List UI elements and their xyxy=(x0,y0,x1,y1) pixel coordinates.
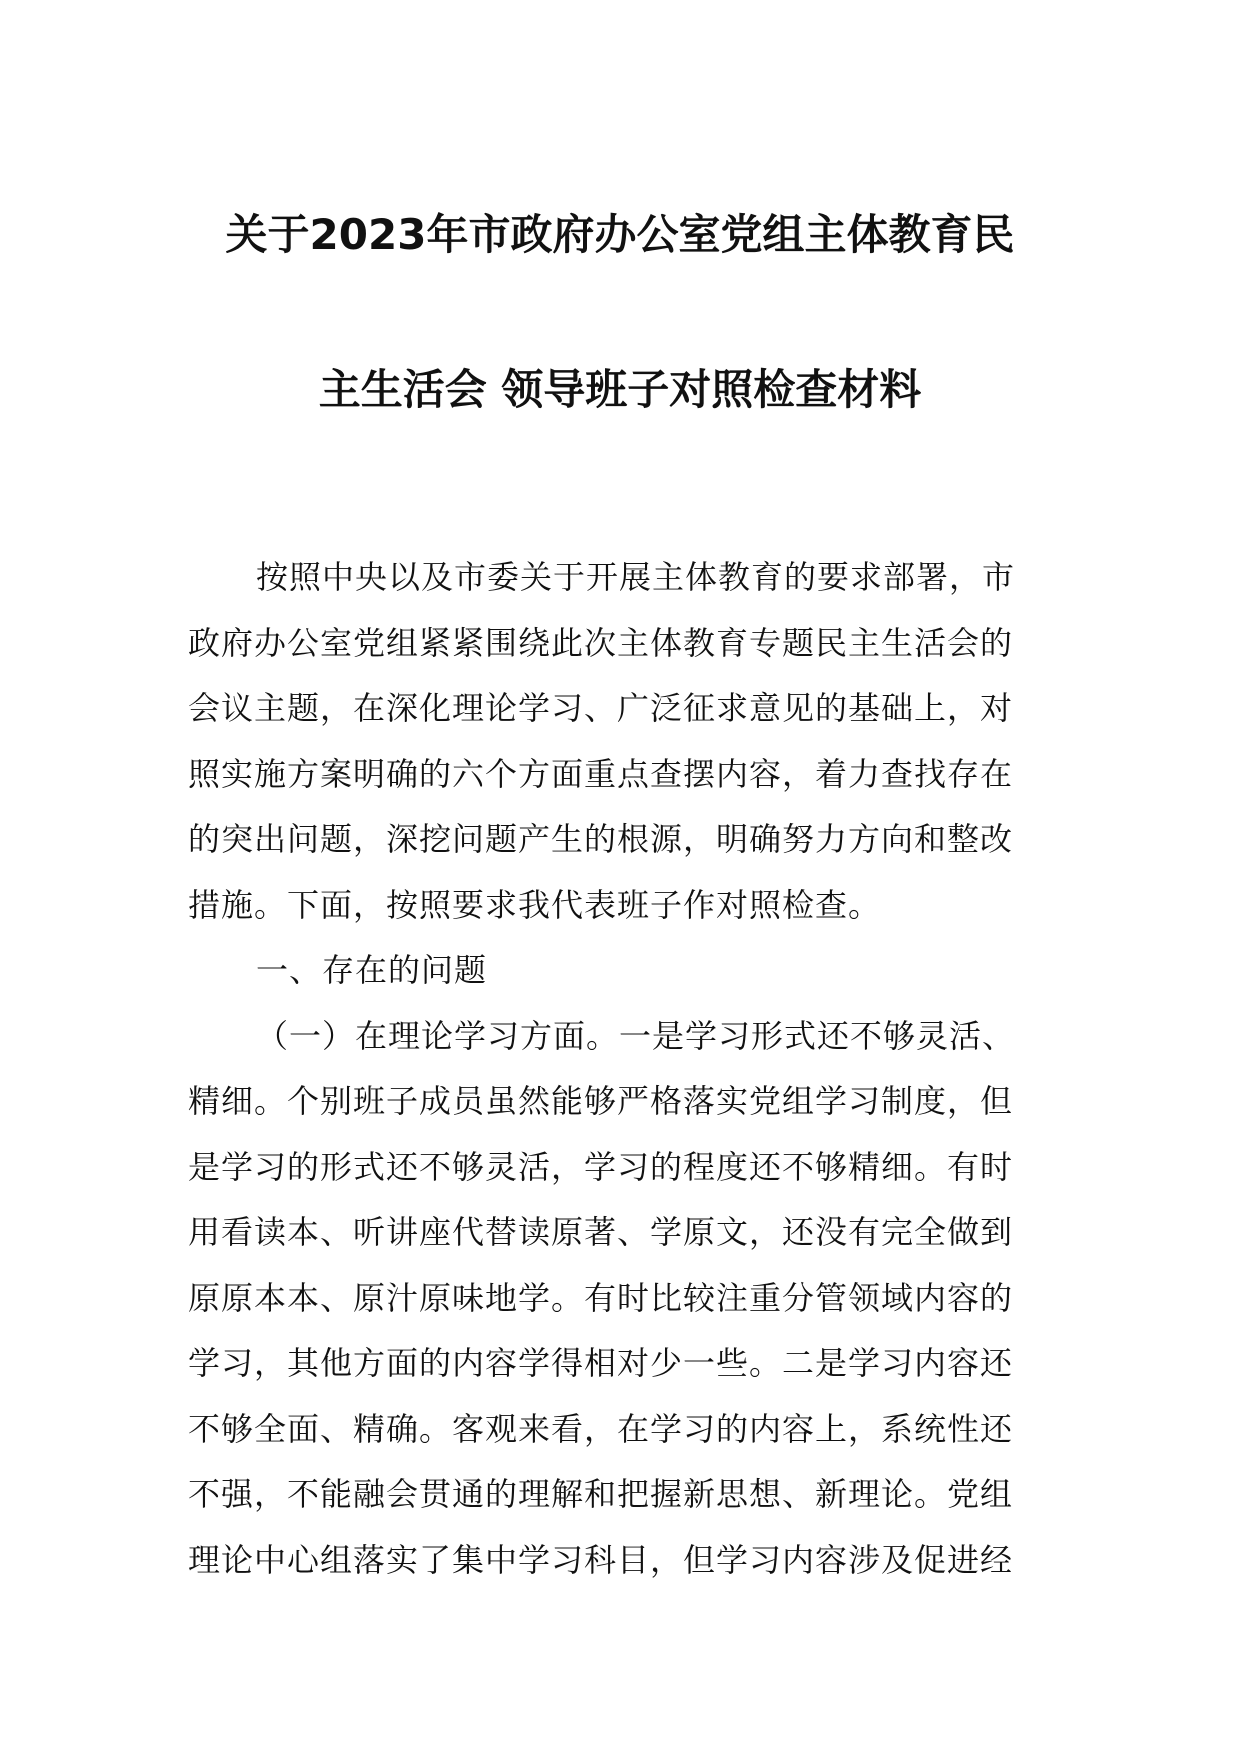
document-body xyxy=(188,545,1052,1593)
paragraph-theory-line: 不强，不能融会贯通的理解和把握新思想、新理论。党组 xyxy=(188,1475,1014,1513)
paragraph-intro-line: 会议主题，在深化理论学习、广泛征求意见的基础上，对 xyxy=(188,689,1014,727)
paragraph-intro-line: 措施。下面，按照要求我代表班子作对照检查。 xyxy=(188,885,882,924)
paragraph-theory-line: 是学习的形式还不够灵活，学习的程度还不够精细。有时 xyxy=(188,1147,1014,1186)
document-title-line-1: 关于2023年市政府办公室党组主体教育民 xyxy=(225,210,1015,259)
paragraph-theory-line: 精细。个别班子成员虽然能够严格落实党组学习制度，但 xyxy=(188,1082,1014,1120)
paragraph-intro-line: 照实施方案明确的六个方面重点查摆内容，着力查找存在 xyxy=(188,754,1014,793)
document-title-line-2: 主生活会 领导班子对照检查材料 xyxy=(318,365,922,414)
paragraph-theory-line: 用看读本、听讲座代替读原著、学原文，还没有完全做到 xyxy=(188,1213,1014,1251)
paragraph-theory-line: 原原本本、原汁原味地学。有时比较注重分管领域内容的 xyxy=(188,1278,1014,1317)
paragraph-theory-line: （一）在理论学习方面。一是学习形式还不够灵活、 xyxy=(256,1016,1016,1055)
paragraph-intro-line: 政府办公室党组紧紧围绕此次主体教育专题民主生活会的 xyxy=(188,623,1014,662)
paragraph-theory-line: 学习，其他方面的内容学得相对少一些。二是学习内容还 xyxy=(188,1344,1014,1382)
section-heading: 一、存在的问题 xyxy=(256,951,488,989)
paragraph-intro-line: 的突出问题，深挖问题产生的根源，明确努力方向和整改 xyxy=(188,820,1014,858)
paragraph-intro-line: 按照中央以及市委关于开展主体教育的要求部署，市 xyxy=(256,558,1016,596)
paragraph-theory-line: 理论中心组落实了集中学习科目，但学习内容涉及促进经 xyxy=(188,1540,1014,1579)
paragraph-theory-line: 不够全面、精确。客观来看，在学习的内容上，系统性还 xyxy=(188,1409,1014,1448)
